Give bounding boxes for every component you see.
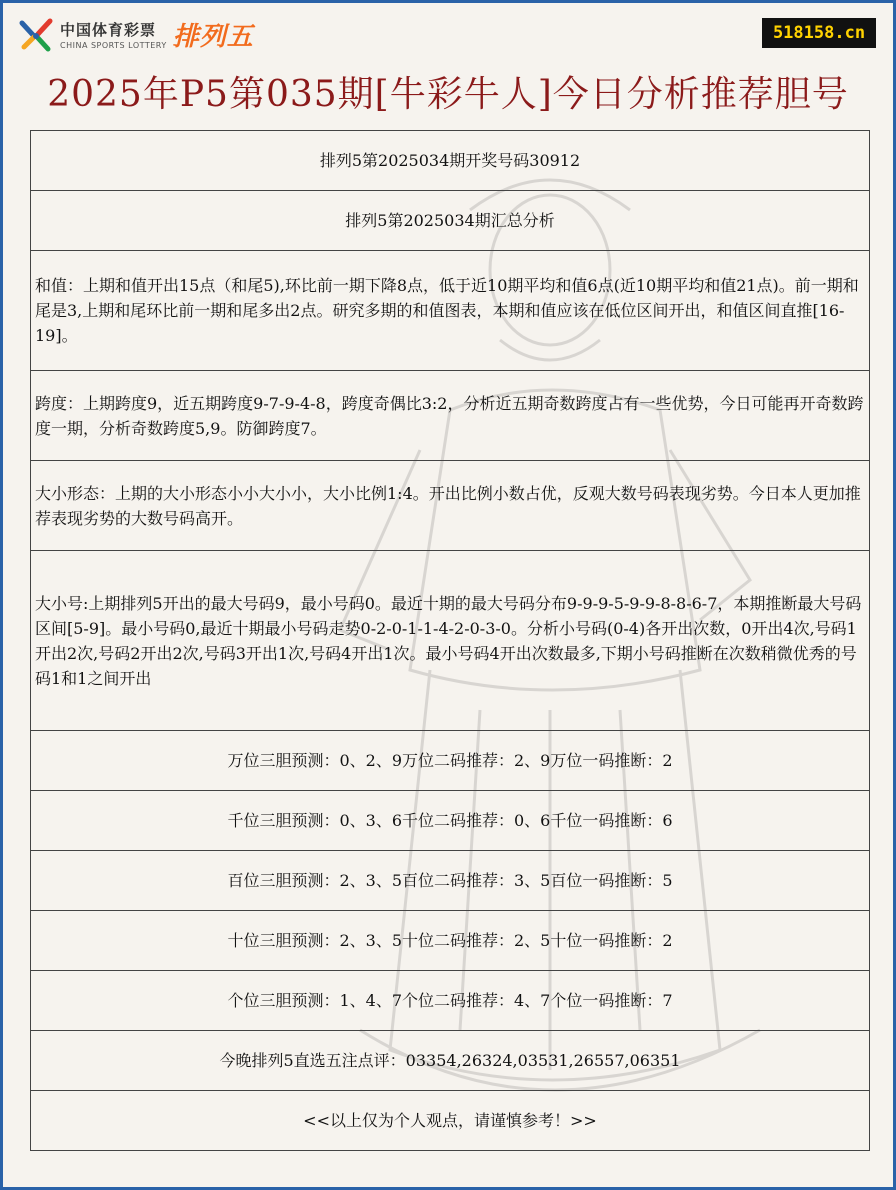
disclaimer-cell: <<以上仅为个人观点，请谨慎参考！>> [31, 1091, 870, 1151]
page-title: 2025年P5第035期[牛彩牛人]今日分析推荐胆号 [47, 74, 849, 115]
table-row [31, 731, 870, 791]
table-row [31, 1091, 870, 1151]
table-row [31, 971, 870, 1031]
size-numbers-cell: 大小号:上期排列5开出的最大号码9，最小号码0。最近十期的最大号码分布9-9-9-5-9-9-8-8-6-7，本期推断最大号码区间[5-9]。最小号码0,最近十期最小号码走势0-2-0-1-1-4-2-0-3-0。分析小号码(0-4)各开出次数，0开出4次,号码1开出2次,号码2开出2次,号码3开出1次,号码4开出1次。最小号码4开出次数最多,下期小号码推断在次数稍微优秀的号码1和1之间开出 [31, 551, 870, 731]
picks-cell: 今晚排列5直选五注点评：03354,26324,03531,26557,06351 [31, 1031, 870, 1091]
table-row [31, 791, 870, 851]
qian-position-cell: 千位三胆预测：0、3、6千位二码推荐：0、6千位一码推断：6 [31, 791, 870, 851]
table-row [31, 911, 870, 971]
table-row [31, 551, 870, 731]
ge-position-cell: 个位三胆预测：1、4、7个位二码推荐：4、7个位一码推断：7 [31, 971, 870, 1031]
table-row [31, 371, 870, 461]
header [0, 0, 896, 130]
table-row [31, 461, 870, 551]
analysis-table [30, 130, 870, 1151]
span-analysis-cell: 跨度：上期跨度9，近五期跨度9-7-9-4-8，跨度奇偶比3:2，分析近五期奇数跨度占有一些优势，今日可能再开奇数跨度一期，分析奇数跨度5,9。防御跨度7。 [31, 371, 870, 461]
sum-analysis-cell: 和值：上期和值开出15点（和尾5),环比前一期下降8点，低于近10期平均和值6点(近10期平均和值21点)。前一期和尾是3,上期和尾环比前一期和尾多出2点。研究多期的和值图表，本期和值应该在低位区间开出，和值区间直推[16-19]。 [31, 251, 870, 371]
logo-chinese-name: 中国体育彩票 [60, 21, 157, 39]
table-row [31, 851, 870, 911]
china-sports-lottery-logo[interactable] [18, 16, 254, 53]
lottery-star-icon [18, 17, 54, 53]
wan-position-cell: 万位三胆预测：0、2、9万位二码推荐：2、9万位一码推断：2 [31, 731, 870, 791]
table-row [31, 251, 870, 371]
bai-position-cell: 百位三胆预测：2、3、5百位二码推荐：3、5百位一码推断：5 [31, 851, 870, 911]
table-row [31, 191, 870, 251]
site-badge[interactable]: 518158.cn [762, 18, 876, 48]
draw-result-cell: 排列5第2025034期开奖号码30912 [31, 131, 870, 191]
logo-game-name: 排列五 [172, 22, 254, 52]
summary-heading-cell: 排列5第2025034期汇总分析 [31, 191, 870, 251]
logo-english-name: CHINA SPORTS LOTTERY [60, 41, 167, 50]
size-shape-cell: 大小形态：上期的大小形态小小大小小，大小比例1:4。开出比例小数占优，反观大数号码表现劣势。今日本人更加推荐表现劣势的大数号码高开。 [31, 461, 870, 551]
table-row [31, 131, 870, 191]
shi-position-cell: 十位三胆预测：2、3、5十位二码推荐：2、5十位一码推断：2 [31, 911, 870, 971]
table-row [31, 1031, 870, 1091]
